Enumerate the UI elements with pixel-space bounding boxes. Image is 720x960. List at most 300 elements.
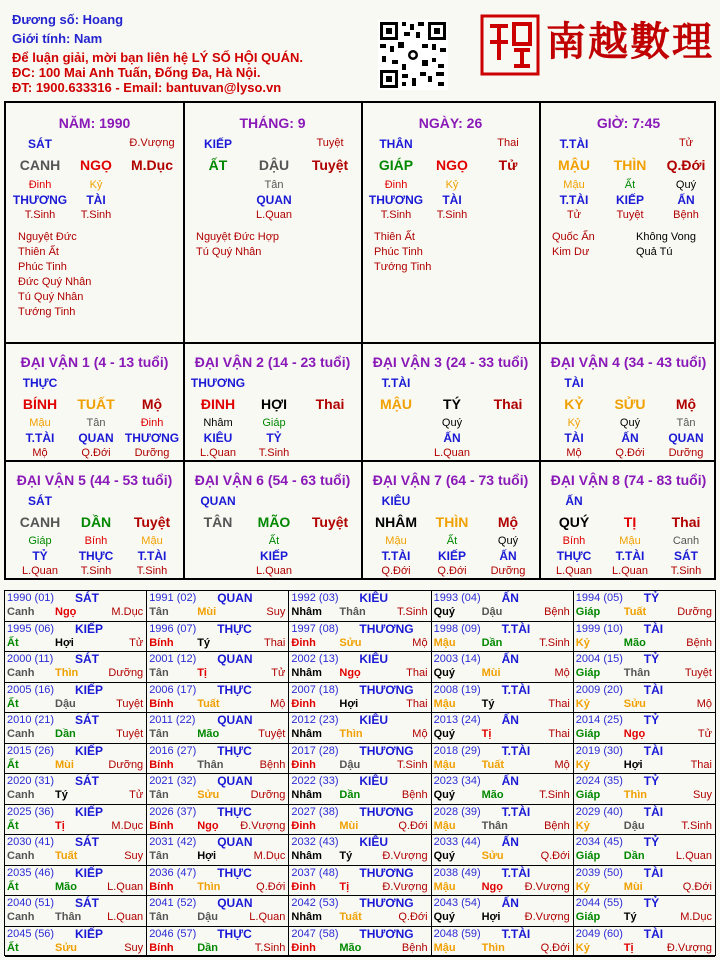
year-stem: Ất	[7, 758, 19, 771]
year-cell[interactable]	[432, 774, 574, 805]
star-name: Thiên Ất	[18, 246, 59, 258]
year-cell[interactable]	[147, 835, 289, 866]
year-branch: Dần	[623, 850, 645, 862]
pillar-value: KIẾP	[615, 193, 644, 207]
year-stage: Mộ	[696, 697, 712, 710]
year-god: KIẾP	[75, 926, 104, 941]
year-cell[interactable]	[289, 835, 431, 866]
pillar-value: Bệnh	[673, 209, 699, 221]
year-stage: Đ.Vượng	[666, 941, 712, 954]
pillar-value: SỬU	[614, 396, 646, 412]
year-label: 2044 (55)	[575, 897, 623, 909]
pillar-value: QUAN	[256, 193, 292, 207]
year-cell[interactable]	[432, 927, 574, 958]
year-stem: Canh	[7, 850, 35, 862]
pillar-value: Mậu	[141, 535, 163, 547]
year-cell[interactable]	[147, 774, 289, 805]
dai-van-cell[interactable]	[362, 462, 539, 578]
year-branch: Tuất	[623, 606, 647, 618]
year-cell[interactable]	[432, 805, 574, 836]
pillar-value: T.Sinh	[258, 447, 290, 459]
year-branch: Thân	[339, 606, 366, 618]
year-stage: Đ.Vượng	[524, 880, 570, 893]
year-branch: Mão	[55, 880, 77, 893]
year-stage: M.Dục	[253, 850, 286, 862]
year-cell[interactable]	[289, 652, 431, 683]
year-branch: Mão	[481, 789, 504, 801]
year-label: 2027 (38)	[291, 805, 339, 818]
star-name: Quả Tú	[636, 246, 673, 258]
year-god: ẤN	[501, 591, 519, 605]
year-label: 2046 (57)	[149, 927, 197, 940]
year-cell[interactable]	[432, 652, 574, 683]
pillar-value: Kỷ	[445, 179, 459, 191]
year-stem: Tân	[149, 667, 169, 679]
year-stage: Thai	[690, 758, 712, 771]
year-branch: Thân	[623, 667, 651, 679]
year-stage: Đ.Vượng	[382, 880, 428, 893]
year-cell[interactable]	[147, 744, 289, 775]
year-stage: Q.Đới	[682, 880, 712, 893]
year-god: T.TÀI	[501, 621, 531, 636]
pillar-value: Thai	[671, 514, 701, 530]
star-name: Tú Quý Nhân	[196, 246, 262, 258]
year-god: SÁT	[75, 835, 99, 849]
pillar-value: ẤT	[208, 157, 228, 173]
pillar-title: NĂM: 1990	[58, 115, 131, 131]
star-name: Phúc Tinh	[18, 261, 67, 273]
pillar-value: THÌN	[613, 157, 647, 173]
year-label: 2015 (26)	[7, 744, 55, 757]
pillar-value: Dưỡng	[134, 447, 170, 459]
year-branch: Mão	[339, 941, 362, 954]
year-stem: Đinh	[291, 636, 316, 649]
star-name: Nguyệt Đức Hợp	[196, 231, 280, 243]
pillar-value: T.TÀI	[137, 549, 167, 563]
year-cell[interactable]	[5, 835, 147, 866]
year-god: KIÊU	[359, 713, 389, 727]
year-god: THƯƠNG	[359, 743, 414, 758]
year-label: 2002 (13)	[291, 653, 339, 665]
year-stem: Nhâm	[291, 667, 322, 679]
year-stage: Tử	[129, 636, 144, 649]
pillar-value: Ất	[446, 535, 458, 547]
pillar-title: GIỜ: 7:45	[596, 115, 661, 131]
dai-van-cell[interactable]	[184, 462, 361, 578]
year-stem: Bính	[149, 941, 174, 954]
dai-van-title: ĐẠI VẬN 5 (44 - 53 tuổi)	[16, 472, 173, 488]
pillar-value: Mậu	[563, 179, 585, 191]
dai-van-cell[interactable]	[540, 462, 717, 578]
year-branch: Dần	[481, 636, 503, 649]
year-stage: Tử	[271, 667, 286, 679]
year-cell[interactable]	[289, 591, 431, 622]
year-label: 2035 (46)	[7, 866, 55, 879]
year-stage: Đ.Vượng	[240, 819, 286, 832]
year-stem: Bính	[149, 636, 174, 649]
year-cell[interactable]	[432, 622, 574, 653]
pillar-value: T.Sinh	[380, 209, 412, 221]
year-label: 2008 (19)	[433, 683, 481, 696]
dai-van-cell[interactable]	[184, 344, 361, 460]
year-cell[interactable]	[147, 622, 289, 653]
year-stage: Suy	[266, 606, 286, 618]
pillar-value: Tuyệt	[311, 157, 349, 173]
year-cell[interactable]	[147, 683, 289, 714]
year-cell[interactable]	[147, 591, 289, 622]
year-stage: Suy	[693, 789, 712, 801]
year-cell[interactable]	[5, 622, 147, 653]
year-branch: Thìn	[481, 941, 505, 954]
year-stem: Canh	[7, 728, 35, 740]
year-cell[interactable]	[432, 835, 574, 866]
year-stem: Kỷ	[575, 819, 590, 832]
year-stage: Mộ	[270, 697, 286, 710]
pillar-value: KIẾP	[437, 549, 466, 563]
pillar-value: Thai	[315, 396, 345, 412]
year-cell[interactable]	[574, 713, 715, 744]
year-cell[interactable]	[147, 652, 289, 683]
year-stage: M.Dục	[111, 606, 144, 618]
pillar-value: CANH	[19, 514, 61, 530]
pillar-value: QUÝ	[558, 514, 590, 530]
year-branch: Ngọ	[339, 667, 361, 679]
year-stem: Tân	[149, 728, 169, 740]
year-cell[interactable]	[574, 927, 715, 958]
year-branch: Thân	[481, 819, 508, 832]
year-cell[interactable]	[5, 927, 147, 958]
year-stem: Kỷ	[575, 941, 590, 954]
year-stem: Tân	[149, 850, 169, 862]
year-label: 1999 (10)	[575, 622, 623, 635]
pillar-value: Nhâm	[203, 417, 233, 429]
year-stage: Q.Đới	[540, 941, 570, 954]
star-name: Nguyệt Đức	[18, 231, 77, 243]
year-branch: Thìn	[623, 789, 648, 801]
year-stage: Tử	[697, 728, 712, 740]
year-label: 1997 (08)	[291, 622, 339, 635]
year-stage: Tuyệt	[116, 728, 144, 740]
year-cell[interactable]	[5, 774, 147, 805]
year-cell[interactable]	[432, 713, 574, 744]
year-cell[interactable]	[289, 683, 431, 714]
year-god: ẤN	[501, 713, 519, 727]
year-cell[interactable]	[147, 713, 289, 744]
year-cell[interactable]	[289, 866, 431, 897]
year-stage: T.Sinh	[539, 789, 570, 801]
year-cell[interactable]	[432, 866, 574, 897]
header	[0, 0, 720, 100]
pillar-value: Tân	[264, 179, 284, 191]
year-stem: Canh	[7, 606, 35, 618]
pillar-value: Q.Đới	[81, 447, 111, 459]
year-label: 2005 (16)	[7, 683, 55, 696]
year-label: 2013 (24)	[433, 714, 481, 726]
pillar-value: TỊ	[623, 514, 637, 530]
year-stem: Ất	[7, 941, 19, 954]
pillar-value: THÌN	[435, 514, 469, 530]
year-branch: Mùi	[55, 758, 74, 771]
year-branch: Thìn	[55, 667, 79, 679]
year-label: 2011 (22)	[149, 714, 196, 726]
pillar-value: TÀI	[442, 193, 462, 207]
year-stem: Quý	[433, 789, 455, 801]
year-label: 2025 (36)	[7, 805, 55, 818]
year-stage: Tuyệt	[116, 697, 144, 710]
year-god: T.TÀI	[501, 804, 531, 819]
star-name: Tướng Tinh	[18, 306, 76, 318]
year-stem: Giáp	[575, 667, 601, 679]
year-stage: L.Quan	[249, 911, 286, 923]
pillar-title: THÁNG: 9	[239, 115, 306, 131]
year-label: 2041 (52)	[149, 897, 197, 909]
dai-van-title: ĐẠI VẬN 2 (14 - 23 tuổi)	[194, 354, 351, 370]
year-stem: Mậu	[433, 819, 456, 832]
dai-van-god: ẤN	[565, 494, 583, 508]
pillar-value: T.Sinh	[670, 565, 702, 577]
year-god: THỰC	[217, 621, 252, 636]
contact-line-1: Để luận giải, mời bạn liên hệ LÝ SỐ HỘI QUÁN.	[12, 50, 303, 65]
year-stage: L.Quan	[107, 911, 144, 923]
pillar-value: SÁT	[674, 549, 698, 563]
year-branch: Sửu	[55, 941, 78, 954]
year-label: 2020 (31)	[7, 775, 55, 787]
year-stage: Bệnh	[544, 606, 570, 618]
year-stage: Mộ	[554, 667, 570, 679]
pillar-value: TÂN	[203, 514, 233, 530]
year-god: THỰC	[217, 865, 252, 880]
year-cell[interactable]	[432, 591, 574, 622]
year-stage: Q.Đới	[540, 850, 570, 862]
pillar-value: GIÁP	[378, 157, 414, 173]
dai-van-title: ĐẠI VẬN 8 (74 - 83 tuổi)	[550, 472, 707, 488]
year-stage: Thai	[263, 636, 286, 649]
year-branch: Tị	[339, 880, 350, 893]
dai-van-cell[interactable]	[540, 344, 717, 460]
pillar-value: NGỌ	[80, 157, 112, 173]
year-stem: Bính	[149, 819, 174, 832]
year-cell[interactable]	[432, 896, 574, 927]
year-cell[interactable]	[5, 744, 147, 775]
pillar-value: DẦN	[80, 514, 112, 530]
year-cell[interactable]	[574, 774, 715, 805]
year-label: 2003 (14)	[433, 653, 481, 665]
year-god: TỶ	[643, 591, 660, 605]
year-stage: Thai	[406, 697, 428, 710]
year-cell[interactable]	[574, 805, 715, 836]
year-branch: Dậu	[481, 606, 503, 618]
pillar-value: Tuyệt	[616, 209, 644, 221]
pillar-value: Tân	[676, 417, 696, 429]
year-stage: T.Sinh	[397, 606, 428, 618]
year-stage: Tử	[129, 789, 144, 801]
pillar-value: Quý	[619, 417, 641, 429]
year-god: KIÊU	[359, 774, 389, 788]
year-cell[interactable]	[289, 713, 431, 744]
year-god: QUAN	[217, 896, 253, 910]
year-branch: Hợi	[623, 758, 643, 771]
year-branch: Dậu	[197, 911, 218, 923]
year-label: 2045 (56)	[7, 927, 55, 940]
year-label: 2049 (60)	[575, 927, 623, 940]
year-stem: Quý	[433, 850, 455, 862]
year-stem: Ất	[7, 880, 19, 893]
year-cell[interactable]	[5, 683, 147, 714]
pillar-value: ẤN	[443, 431, 461, 445]
year-cell[interactable]	[147, 896, 289, 927]
year-label: 2034 (45)	[575, 836, 623, 848]
year-stem: Quý	[433, 911, 455, 923]
year-cell[interactable]	[289, 927, 431, 958]
year-cell[interactable]	[574, 591, 715, 622]
year-cell[interactable]	[5, 805, 147, 836]
pillar-stage: Đ.Vượng	[129, 137, 175, 149]
dai-van-title: ĐẠI VẬN 4 (34 - 43 tuổi)	[550, 354, 707, 370]
pillar-value: T.TÀI	[559, 193, 589, 207]
pillar-value: Canh	[672, 535, 700, 547]
year-cell[interactable]	[574, 744, 715, 775]
year-stem: Ất	[7, 636, 19, 649]
year-cell[interactable]	[289, 805, 431, 836]
owner-gender: Giới tính: Nam	[12, 31, 103, 46]
seal-stamp-icon	[480, 14, 540, 76]
year-branch: Tý	[197, 636, 211, 649]
pillar-stage: Tử	[678, 137, 694, 149]
year-god: KIÊU	[359, 652, 389, 666]
year-cell[interactable]	[147, 805, 289, 836]
pillar-value: MÃO	[257, 514, 291, 530]
pillar-value: TÝ	[443, 396, 461, 412]
year-stage: Dưỡng	[250, 789, 286, 801]
year-cell[interactable]	[147, 927, 289, 958]
year-cell[interactable]	[432, 683, 574, 714]
year-label: 2023 (34)	[433, 775, 481, 787]
pillar-value: Kỷ	[567, 417, 581, 429]
year-god: KIẾP	[75, 743, 104, 758]
year-stem: Đinh	[291, 941, 316, 954]
star-name: Phúc Tinh	[374, 246, 423, 258]
year-god: THỰC	[217, 743, 252, 758]
year-cell[interactable]	[147, 866, 289, 897]
year-stage: Mộ	[412, 636, 428, 649]
year-cell[interactable]	[574, 835, 715, 866]
year-stem: Giáp	[575, 728, 601, 740]
year-stage: Mộ	[554, 758, 570, 771]
pillar-value: Đinh	[140, 417, 164, 429]
year-cell[interactable]	[289, 744, 431, 775]
year-branch: Ngọ	[55, 606, 77, 618]
pillar-title: NGÀY: 26	[418, 115, 483, 131]
pillar-value: NGỌ	[436, 157, 468, 173]
year-cell[interactable]	[574, 622, 715, 653]
contact-phone-email[interactable]: ĐT: 1900.633316 - Email: bantuvan@lyso.vn	[12, 80, 282, 95]
year-branch: Mùi	[339, 819, 359, 832]
year-cell[interactable]	[432, 744, 574, 775]
year-branch: Hợi	[339, 697, 359, 710]
year-stem: Canh	[7, 789, 35, 801]
year-branch: Thìn	[339, 728, 363, 740]
year-cell[interactable]	[574, 683, 715, 714]
year-branch: Tý	[481, 697, 495, 710]
year-branch: Hợi	[55, 636, 74, 649]
year-branch: Sửu	[339, 636, 362, 649]
year-cell[interactable]	[574, 866, 715, 897]
year-stage: Bệnh	[401, 789, 428, 801]
year-god: ẤN	[501, 835, 519, 849]
year-stem: Đinh	[291, 880, 316, 893]
year-cell[interactable]	[289, 896, 431, 927]
pillar-value: QUAN	[668, 431, 704, 445]
year-branch: Hợi	[197, 850, 217, 862]
year-cell[interactable]	[574, 652, 715, 683]
pillar-value: Tuyệt	[133, 514, 171, 530]
year-label: 2014 (25)	[575, 714, 623, 726]
year-stem: Bính	[149, 880, 174, 893]
year-god: THƯƠNG	[359, 682, 414, 697]
year-cell[interactable]	[5, 591, 147, 622]
pillar-value: Mậu	[619, 535, 641, 547]
pillar-stage: Tuyệt	[316, 137, 344, 149]
year-cell[interactable]	[574, 896, 715, 927]
pillar-value: L.Quan	[255, 565, 293, 577]
dai-van-cell[interactable]	[6, 462, 183, 578]
year-branch: Tuất	[55, 850, 78, 862]
year-branch: Tị	[623, 941, 634, 954]
pillar-value: Tử	[566, 209, 582, 221]
year-branch: Tuất	[481, 758, 504, 771]
year-stem: Canh	[7, 667, 35, 679]
year-cell[interactable]	[289, 622, 431, 653]
star-name: Đức Quý Nhân	[18, 276, 92, 288]
year-stem: Nhâm	[291, 789, 322, 801]
pillar-value: L.Quan	[21, 565, 59, 577]
pillar-value: T.Sinh	[436, 209, 468, 221]
pillar-value: TÀI	[86, 193, 106, 207]
year-label: 1993 (04)	[433, 592, 481, 604]
year-label: 2032 (43)	[291, 836, 339, 848]
year-cell[interactable]	[5, 652, 147, 683]
year-branch: Tý	[623, 911, 637, 923]
pillar-value: DẬU	[258, 157, 290, 173]
year-label: 2016 (27)	[149, 744, 197, 757]
year-god: KIÊU	[359, 591, 389, 605]
year-stem: Giáp	[575, 850, 601, 862]
year-label: 2038 (49)	[433, 866, 481, 879]
year-label: 1991 (02)	[149, 592, 197, 604]
pillar-value: T.Sinh	[136, 565, 168, 577]
dai-van-cell[interactable]	[6, 344, 183, 460]
year-stage: Đ.Vượng	[382, 850, 428, 862]
qr-code-icon[interactable]	[378, 20, 448, 90]
year-cell[interactable]	[5, 713, 147, 744]
year-god: SÁT	[75, 652, 99, 666]
brand-logo: 南越數理	[546, 18, 714, 65]
year-god: QUAN	[217, 713, 253, 727]
year-cell[interactable]	[5, 866, 147, 897]
pillar-value: Ất	[624, 179, 636, 191]
year-stem: Tân	[149, 911, 169, 923]
pillar-value: Bính	[562, 535, 586, 547]
dai-van-cell[interactable]	[362, 344, 539, 460]
year-cell[interactable]	[289, 774, 431, 805]
year-stem: Mậu	[433, 880, 456, 893]
pillar-value: THƯƠNG	[124, 431, 180, 445]
year-god: SÁT	[75, 591, 99, 605]
year-stage: Mộ	[412, 728, 428, 740]
year-cell[interactable]	[5, 896, 147, 927]
star-name: Tướng Tinh	[374, 261, 432, 273]
year-label: 2021 (32)	[149, 775, 197, 787]
